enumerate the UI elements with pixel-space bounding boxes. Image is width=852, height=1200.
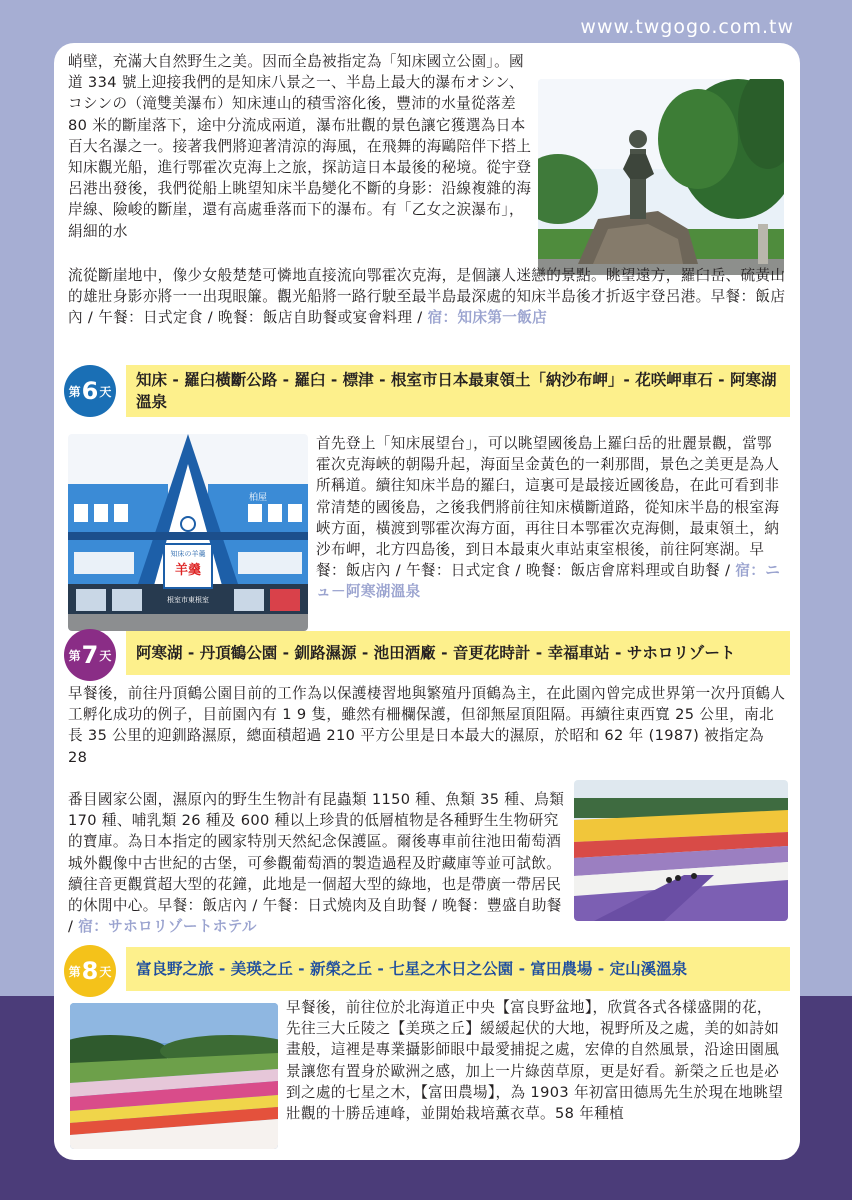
sign-big: 羊羹 — [174, 563, 202, 578]
day6-text — [316, 433, 786, 603]
day5-text-bottom — [68, 265, 786, 329]
day7-route: 阿寒湖 - 丹頂鶴公園 - 釧路濕源 - 池田酒廠 - 音更花時計 - 幸福車站 - サホロリゾート — [136, 644, 736, 662]
sign-small: 知床の羊羹 — [170, 550, 206, 558]
day7-route-bar — [126, 631, 790, 675]
day7-badge-suffix: 天 — [99, 648, 112, 663]
day6-badge-number: 6 — [81, 377, 99, 405]
sign-board: 根室市東根室 — [167, 596, 209, 604]
day7-badge-prefix: 第 — [68, 648, 81, 663]
day7-text-bottom-body: 番目國家公園，濕原內的野生生物計有昆蟲類 1150 種、魚類 35 種、鳥類 170 種、哺乳類 26 種及 600 種以上珍貴的低層植物是各種野生生物研究的寶庫。為日本指定的國家特別天然紀念保護區。爾後專車前往池田葡萄酒城外觀像中古世紀的古堡，可參觀葡萄酒的製造過程及貯藏庫等並可試飲。續往音更觀賞超大型的花鐘，此地是一個超大型的綠地，也是帶廣一帶居民的休閒中心。早餐：飯店內 / 午餐：日式燒肉及自助餐 / 晚餐：豐盛自助餐 / — [68, 791, 565, 936]
day8-route-bar — [126, 947, 790, 991]
day7-text-top: 早餐後，前往丹頂鶴公園目前的工作為以保護棲習地與繁殖丹頂鶴為主，在此園內曾完成世界第一次丹頂鶴人工孵化成功的例子，目前園內有 1 9 隻，雖然有柵欄保護，但卻無屋頂阻隔。再續往東西寬 25 公里，南北長 35 公里的迎釧路濕原，總面積超過 210 平方公里是日本最大的濕原，於昭和 62 年 (1987) 被指定為 28 — [68, 685, 786, 766]
flower-field-photo — [574, 780, 788, 921]
shop-sign: 柏屋 — [248, 493, 268, 503]
flower-garden-photo — [70, 1003, 278, 1149]
day6-badge — [64, 365, 116, 417]
day6-stay: 宿：ニュ－阿寒湖溫泉 — [316, 562, 781, 601]
day7-badge-number: 7 — [81, 641, 99, 669]
day5-text-bottom-body: 流從斷崖地中，像少女般楚楚可憐地直接流向鄂霍次克海，是個讓人迷戀的景點。眺望遠方，羅臼岳、硫黃山的雄壯身影亦將一一出現眼簾。觀光船將一路行駛至最半島最深處的知床半島後才折返宇登呂港。早餐：飯店內 / 午餐：日式定食 / 晚餐：飯店自助餐或宴會料理 / — [68, 267, 786, 327]
day6-route: 知床 - 羅臼橫斷公路 - 羅臼 - 標津 - 根室市日本最東領土「納沙布岬」- 花咲岬車石 - 阿寒湖溫泉 — [136, 371, 777, 411]
site-url[interactable]: www.twgogo.com.tw — [580, 16, 794, 38]
day6-badge-prefix: 第 — [68, 384, 81, 399]
itinerary-card — [54, 43, 800, 1160]
day8-badge-suffix: 天 — [99, 964, 112, 979]
day8-badge-prefix: 第 — [68, 964, 81, 979]
day6-route-bar — [126, 365, 790, 417]
day7-text-bottom — [68, 789, 568, 937]
day7-stay: 宿：サホロリゾートホテル — [78, 918, 257, 936]
day7-badge — [64, 629, 116, 681]
day6-text-body: 首先登上「知床展望台」，可以眺望國後島上羅臼岳的壯麗景觀，當鄂霍次克海峽的朝陽升起，海面呈金黃色的一剎那間，景色之美更是為人所稱道。續往知床半島的羅臼，這裏可是最接近國後島，在此可看到非常清楚的國後島，之後我們將前往知床橫斷道路，從知床半島的根室海峽方面，橫渡到鄂霍次海方面，再往日本鄂霍次克海側，最東領土，納沙布岬，北方四島後，到日本最東火車站東室根後，前往阿寒湖。早餐：飯店內 / 午餐：日式定食 / 晚餐：飯店會席料理或自助餐 / — [316, 435, 780, 580]
day8-route: 富良野之旅 - 美瑛之丘 - 新榮之丘 - 七星之木日之公園 - 富田農場 - 定山溪溫泉 — [136, 960, 688, 978]
day5-stay: 宿：知床第一飯店 — [427, 309, 548, 327]
day5-text-top: 峭壁，充滿大自然野生之美。因而全島被指定為「知床國立公園」。國道 334 號上迎接我們的是知床八景之一、半島上最大的瀑布オシン、コシンの（滝雙美瀑布）知床連山的積雪溶化後，豐沛的水量從落差 80 米的斷崖落下，途中分流成兩道，瀑布壯觀的景色讓它獲選為日本百大名瀑之一。接著我們將迎著清涼的海風，在飛舞的海鷗陪伴下搭上知床觀光船，進行鄂霍次克海上之旅，探訪這日本最後的秘境。從宇登呂港出發後，我們從船上眺望知床半島變化不斷的身影：沿線複雜的海岸線、險峻的斷崖，還有高處垂落而下的瀑布。有「乙女之涙瀑布」，絹細的水 — [68, 53, 532, 240]
statue-photo — [538, 79, 784, 275]
day8-badge — [64, 945, 116, 997]
day8-badge-number: 8 — [81, 957, 99, 985]
day8-text: 早餐後，前往位於北海道正中央【富良野盆地】，欣賞各式各樣盛開的花，先往三大丘陵之【美瑛之丘】緩緩起伏的大地，視野所及之處，美的如詩如畫般，這裡是專業攝影師眼中最愛捕捉之處，宏偉的自然風景，沿途田園風景讓您有置身於歐洲之感，加上一片綠茵草原，更是好看。新榮之丘也是必到之處的七星之木，【富田農場】，為 1903 年初富田德馬先生於現在地眺望壯觀的十勝岳連峰，並開始栽培薰衣草。58 年種植 — [286, 999, 784, 1123]
station-photo — [68, 434, 308, 631]
day6-badge-suffix: 天 — [99, 384, 112, 399]
